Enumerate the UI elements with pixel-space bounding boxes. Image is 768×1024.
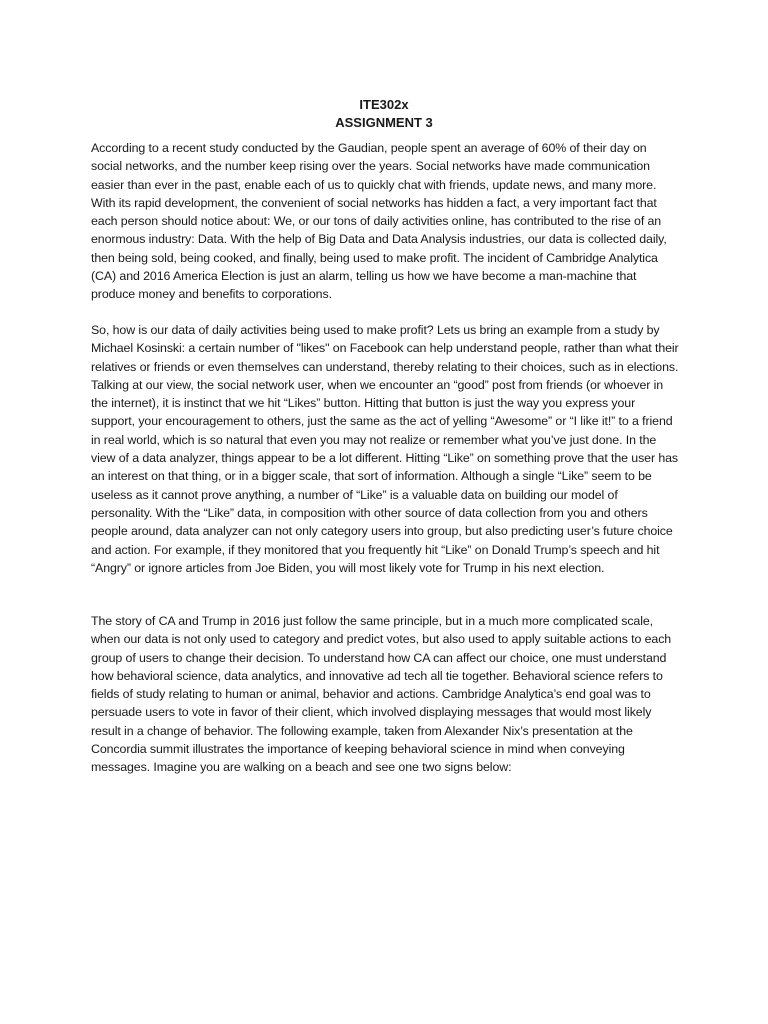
assignment-title: ASSIGNMENT 3 [335,115,433,130]
paragraph-likes-data: So, how is our data of daily activities being used to make profit? Lets us bring an example from a study by Michael Kosinski: a certain number of "likes" on Facebook can help understand people, rather than what their relatives or friends or even themselves can understand, thereby relating to their choices, such as in elections. Talking at our view, the social network user, when we encounter an “good” post from friends (or whoever in the internet), it is instinct that we hit “Likes” button. Hitting that button is just the way you express your support, your encouragement to others, just the same as the act of yelling “Awesome” or “I like it!” to a friend in real world, which is so natural that even you may not realize or remember what you’ve just done. In the view of a data analyzer, things appear to be a lot different. Hitting “Like” on something prove that the user has an interest on that thing, or in a bigger scale, that sort of information. Although a single “Like” seem to be useless as it cannot prove anything, a number of “Like” is a valuable data on building our model of personality. With the “Like” data, in composition with other source of data collection from you and others people around, data analyzer can not only category users into group, but also predicting user’s future choice and action. For example, if they monitored that you frequently hit “Like” on Donald Trump’s speech and hit “Angry” or ignore articles from Joe Biden, you will most likely vote for Trump in his next election. [91,323,679,575]
course-code: ITE302x [359,97,409,112]
paragraph-intro: According to a recent study conducted by the Gaudian, people spent an average of 60% of their day on social networks, and the number keep rising over the years. Social networks have made communication easier than ever in the past, enable each of us to quickly chat with friends, update news, and many more. With its rapid development, the convenient of social networks has hidden a fact, a very important fact that each person should notice about: We, or our tons of daily activities online, has contributed to the rise of an enormous industry: Data. With the help of Big Data and Data Analysis industries, our data is collected daily, then being sold, being cooked, and finally, being used to make profit. The incident of Cambridge Analytica (CA) and 2016 America Election is just an alarm, telling us how we have become a man-machine that produce money and benefits to corporations. [91,141,667,302]
paragraph-behavioral-science: The story of CA and Trump in 2016 just follow the same principle, but in a much more complicated scale, when our data is not only used to category and predict votes, but also used to apply suitable actions to each group of users to change their decision. To understand how CA can affect our choice, one must understand how behavioral science, data analytics, and innovative ad tech all tie together. Behavioral science refers to fields of study relating to human or animal, behavior and actions. Cambridge Analytica’s end goal was to persuade users to vote in favor of their client, which involved displaying messages that would most likely result in a change of behavior. The following example, taken from Alexander Nix’s presentation at the Concordia summit illustrates the importance of keeping behavioral science in mind when conveying messages. Imagine you are walking on a beach and see one two signs below: [91,614,672,775]
